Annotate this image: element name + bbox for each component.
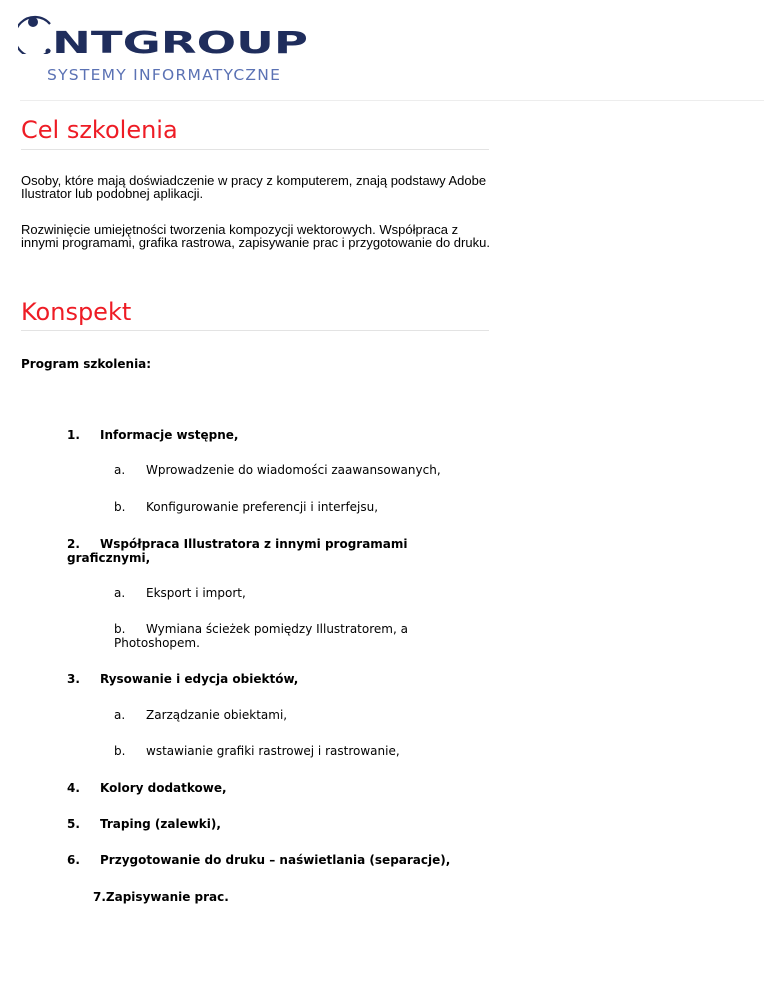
outline-item-5 <box>67 817 221 831</box>
outline-subitem-letter: a. <box>114 586 126 600</box>
outline-subitem-3a <box>114 708 287 722</box>
outline-subitem-1a <box>114 463 441 477</box>
outline-item-number: 3. <box>67 672 80 686</box>
goal-paragraph-2: Rozwinięcie umiejętności tworzenia kompozycji wektorowych. Współpraca z innymi programami, grafika rastrowa, zapisywanie prac i przygotowanie do druku. <box>21 222 490 250</box>
outline-subitem-letter: a. <box>114 708 126 722</box>
logo-wordmark: NTGROUP <box>52 26 308 54</box>
outline-item-6 <box>67 853 450 867</box>
outline-item-number: 5. <box>67 817 80 831</box>
outline-item-number: 1. <box>67 428 80 442</box>
outline-item-number: 6. <box>67 853 80 867</box>
outline-subitem-3b <box>114 744 400 758</box>
outline-item-2 <box>67 537 467 565</box>
logo-planet-dot <box>28 17 38 27</box>
outline-item-label: Zapisywanie prac. <box>105 890 229 904</box>
outline-subitem-label: wstawianie grafiki rastrowej i rastrowanie, <box>146 744 400 758</box>
outline-subitem-1b <box>114 500 378 514</box>
outline-subitem-label: Wprowadzenie do wiadomości zaawansowanych, <box>146 463 441 477</box>
outline-heading: Konspekt <box>21 298 132 326</box>
outline-subitem-letter: b. <box>114 500 126 514</box>
outline-item-number: 2. <box>67 537 80 551</box>
outline-item-label: Informacje wstępne, <box>100 428 239 442</box>
outline-item-label: Traping (zalewki), <box>100 817 221 831</box>
outline-item-label: Kolory dodatkowe, <box>100 781 227 795</box>
outline-subitem-label: Eksport i import, <box>146 586 246 600</box>
goal-heading-rule <box>21 149 489 150</box>
header-divider <box>20 100 764 101</box>
outline-subitem-letter: b. <box>114 744 126 758</box>
outline-item-number: 7. <box>93 890 106 904</box>
outline-item-3 <box>67 672 298 686</box>
outline-subitem-letter: b. <box>114 622 126 636</box>
outline-subitem-letter: a. <box>114 463 126 477</box>
outline-subitem-2a <box>114 586 246 600</box>
outline-heading-rule <box>21 330 489 331</box>
program-label: Program szkolenia: <box>21 357 152 371</box>
outline-subitem-label: Wymiana ścieżek pomiędzy Illustratorem, a Photoshopem. <box>114 622 408 650</box>
outline-item-label: Rysowanie i edycja obiektów, <box>100 672 299 686</box>
outline-item-4 <box>67 781 227 795</box>
outline-item-7 <box>93 890 229 904</box>
outline-item-label: Przygotowanie do druku – naświetlania (separacje), <box>100 853 451 867</box>
outline-item-1 <box>67 428 238 442</box>
outline-subitem-label: Zarządzanie obiektami, <box>146 708 288 722</box>
outline-subitem-2b <box>114 622 444 650</box>
logo-tagline: SYSTEMY INFORMATYCZNE <box>47 66 282 84</box>
goal-paragraph-1: Osoby, które mają doświadczenie w pracy z komputerem, znają podstawy Adobe Ilustrator lub podobnej aplikacji. <box>21 173 487 201</box>
goal-heading: Cel szkolenia <box>21 116 178 144</box>
company-logo <box>18 14 318 86</box>
logo-graphic <box>18 14 318 54</box>
logo-small-dot <box>46 49 51 54</box>
outline-item-label: Współpraca Illustratora z innymi programami graficznymi, <box>67 537 408 565</box>
outline-subitem-label: Konfigurowanie preferencji i interfejsu, <box>146 500 379 514</box>
outline-item-number: 4. <box>67 781 80 795</box>
